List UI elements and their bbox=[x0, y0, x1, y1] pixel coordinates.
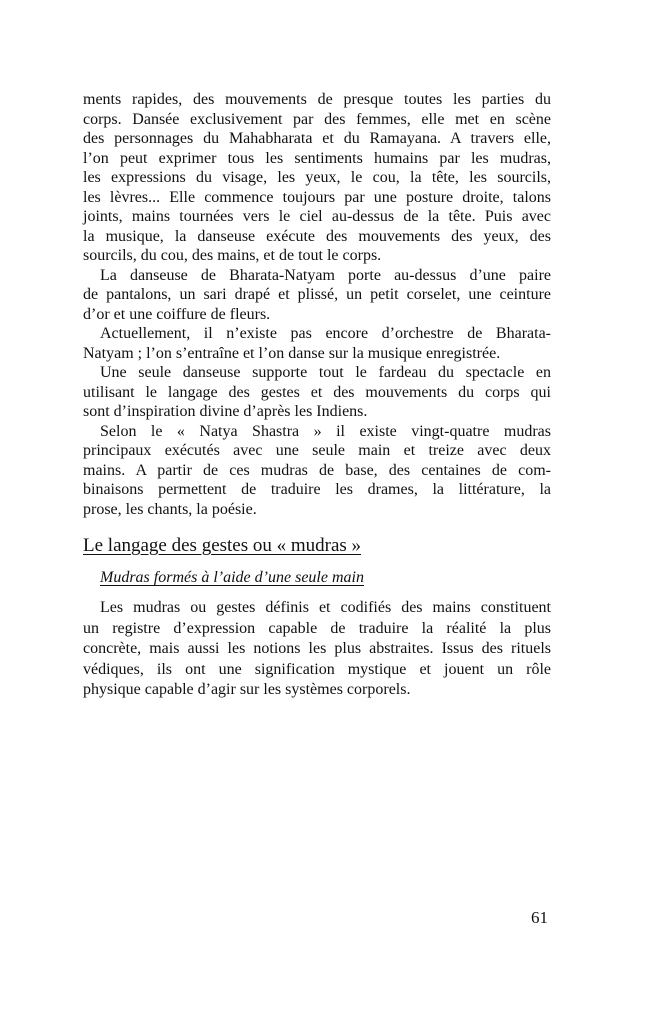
text-line: Une seule danseuse supporte tout le fardeau du spectacle en bbox=[100, 364, 551, 381]
text-line: sont d’inspiration divine d’après les Indiens. bbox=[83, 403, 368, 420]
paragraph bbox=[83, 363, 551, 422]
text-line: La danseuse de Bharata-Natyam porte au-dessus d’une paire bbox=[100, 266, 551, 284]
paragraph bbox=[83, 598, 551, 701]
text-line: de pantalons, un sari drapé et plissé, un petit corselet, une ceinture bbox=[83, 286, 551, 303]
text-line: corps. Dansée exclusivement par des femmes, elle met en scène bbox=[83, 110, 551, 128]
section-heading: Le langage des gestes ou « mudras » bbox=[83, 535, 362, 556]
text-line: la musique, la danseuse exécute des mouvements des yeux, des bbox=[83, 227, 551, 245]
text-line: sourcils, du cou, des mains, et de tout le corps. bbox=[83, 247, 382, 264]
text-line: prose, les chants, la poésie. bbox=[83, 500, 257, 518]
paragraph bbox=[83, 266, 551, 325]
text-line: principaux exécutés avec une seule main et treize avec deux bbox=[83, 442, 551, 459]
text-line: l’on peut exprimer tous les sentiments humains par les mudras, bbox=[83, 149, 551, 167]
paragraph bbox=[83, 422, 551, 520]
text-line: concrète, mais aussi les notions les plus abstraites. Issus des rituels bbox=[83, 640, 551, 657]
text-line: ments rapides, des mouvements de presque toutes les parties du bbox=[83, 91, 551, 108]
text-line: physique capable d’agir sur les systèmes corporels. bbox=[83, 681, 411, 698]
paragraph bbox=[83, 324, 551, 363]
text-line: védiques, ils ont une signification mystique et jouent un rôle bbox=[83, 660, 551, 678]
body-text bbox=[83, 90, 551, 519]
text-line: les expressions du visage, les yeux, le cou, la tête, les sourcils, bbox=[83, 169, 551, 186]
text-line: Les mudras ou gestes définis et codifiés des mains constituent bbox=[100, 599, 551, 616]
text-line: Natyam ; l’on s’entraîne et l’on danse sur la musique enregistrée. bbox=[83, 344, 501, 362]
text-line: utilisant le langage des gestes et des mouvements du corps qui bbox=[83, 383, 551, 401]
text-line: des personnages du Mahabharata et du Ramayana. A travers elle, bbox=[83, 130, 551, 147]
section-text bbox=[83, 598, 551, 701]
page-number: 61 bbox=[531, 908, 548, 927]
text-line: mains. A partir de ces mudras de base, des centaines de com- bbox=[83, 461, 551, 479]
text-line: Selon le « Natya Shastra » il existe vingt-quatre mudras bbox=[100, 422, 551, 440]
subsection-heading: Mudras formés à l’aide d’une seule main bbox=[100, 569, 364, 586]
text-line: binaisons permettent de traduire les drames, la littérature, la bbox=[83, 481, 551, 498]
text-line: Actuellement, il n’existe pas encore d’orchestre de Bharata- bbox=[100, 325, 551, 342]
paragraph bbox=[83, 90, 551, 266]
text-line: d’or et une coiffure de fleurs. bbox=[83, 305, 271, 323]
text-line: les lèvres... Elle commence toujours par une posture droite, talons bbox=[83, 188, 551, 206]
text-line: joints, mains tournées vers le ciel au-dessus de la tête. Puis avec bbox=[83, 208, 551, 225]
text-line: un registre d’expression capable de traduire la réalité la plus bbox=[83, 619, 551, 637]
